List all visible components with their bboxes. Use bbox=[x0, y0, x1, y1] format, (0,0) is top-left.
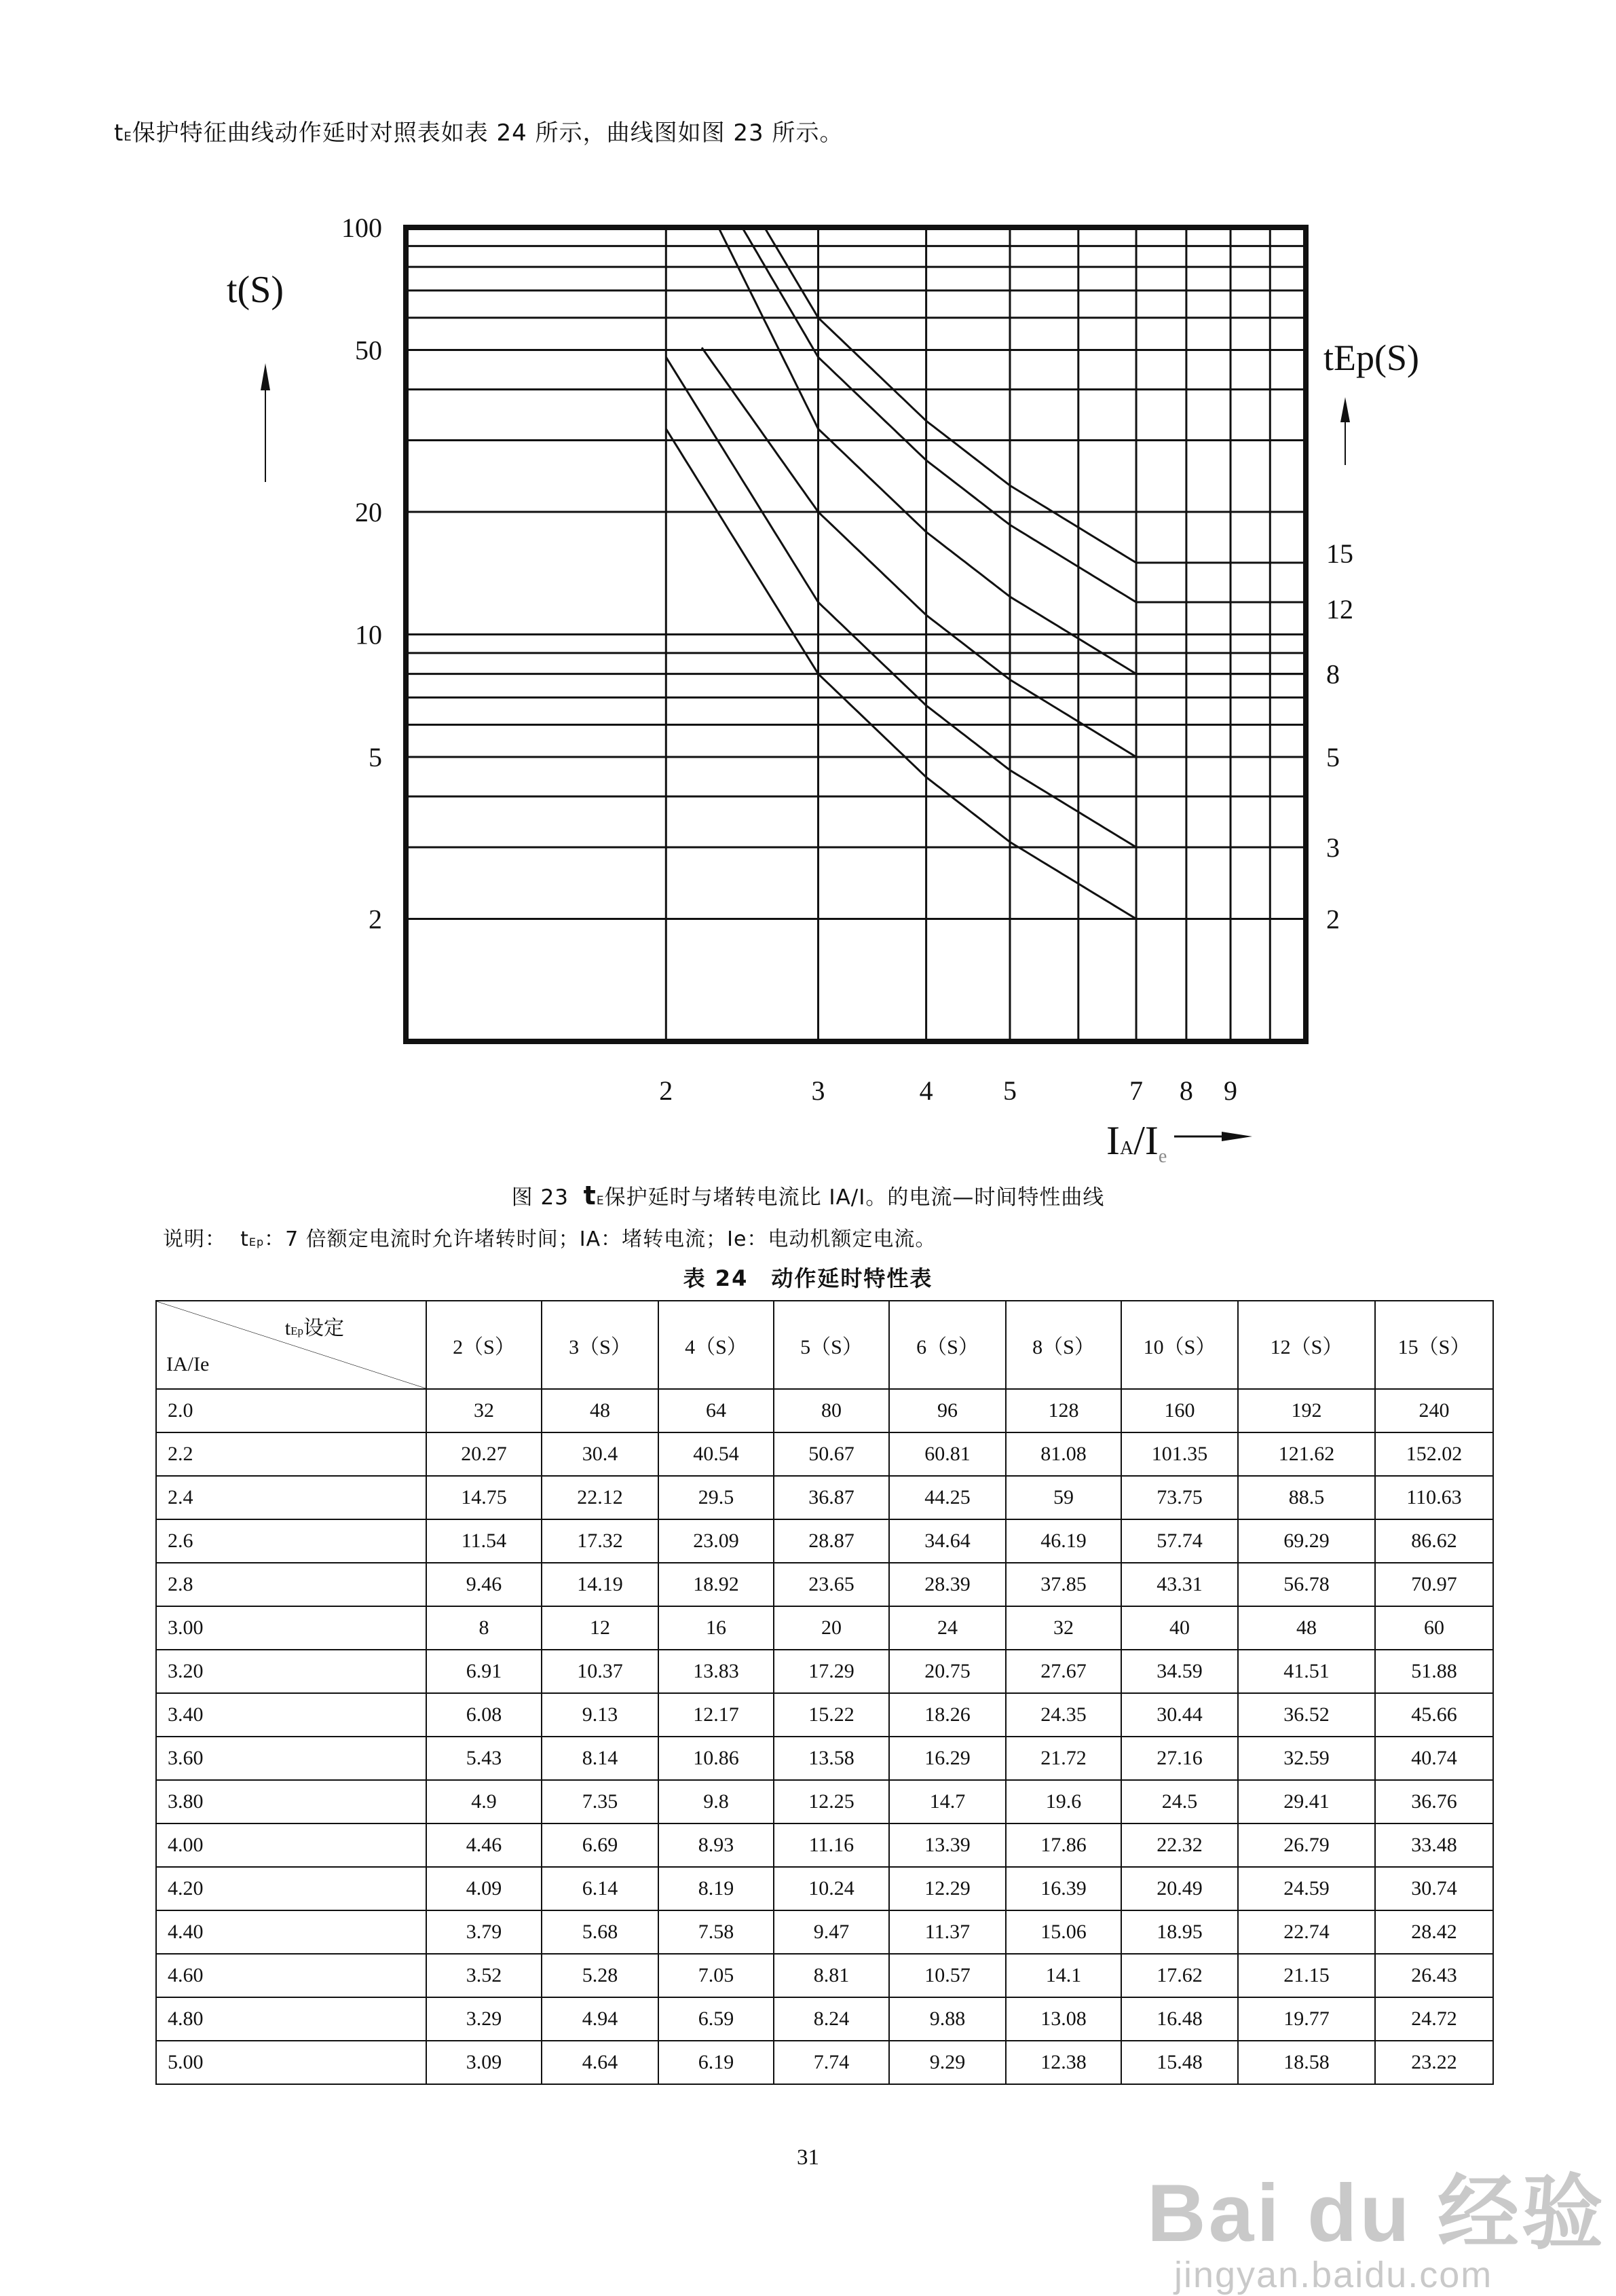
table-cell: 121.62 bbox=[1238, 1432, 1375, 1476]
chart-curves bbox=[666, 227, 1306, 919]
table-cell: 81.08 bbox=[1006, 1432, 1121, 1476]
y-tick-label: 20 bbox=[355, 497, 382, 528]
table-cell: 26.43 bbox=[1375, 1954, 1493, 1997]
figure-note: 说明： tEp：7 倍额定电流时允许堵转时间；IA：堵转电流；Ie：电动机额定电流。 bbox=[163, 1227, 937, 1251]
table-cell: 28.87 bbox=[774, 1519, 889, 1563]
table-title: 表 24 动作延时特性表 bbox=[683, 1265, 933, 1291]
right-axis-label: 5 bbox=[1326, 741, 1340, 773]
table-body bbox=[156, 1389, 1493, 2084]
table-cell: 27.67 bbox=[1006, 1650, 1121, 1693]
table-row bbox=[156, 1606, 1493, 1650]
row-label-cell: 3.40 bbox=[156, 1693, 426, 1737]
table-row bbox=[156, 1954, 1493, 1997]
table-cell: 13.58 bbox=[774, 1737, 889, 1780]
table-cell: 36.76 bbox=[1375, 1780, 1493, 1823]
table-cell: 23.22 bbox=[1375, 2041, 1493, 2084]
table-cell: 56.78 bbox=[1238, 1563, 1375, 1606]
watermark-url: jingyan.baidu.com bbox=[1174, 2255, 1493, 2295]
table-cell: 22.12 bbox=[542, 1476, 658, 1519]
table-cell: 160 bbox=[1121, 1389, 1238, 1432]
table-row bbox=[156, 1389, 1493, 1432]
table-cell: 20 bbox=[774, 1606, 889, 1650]
x-tick-label: 7 bbox=[1129, 1075, 1144, 1106]
intro-paragraph: tE保护特征曲线动作延时对照表如表 24 所示，曲线图如图 23 所示。 bbox=[114, 119, 844, 147]
x-tick-label: 2 bbox=[659, 1075, 673, 1106]
right-axis-label: 12 bbox=[1326, 594, 1353, 625]
table-cell: 15.48 bbox=[1121, 2041, 1238, 2084]
table-cell: 16.48 bbox=[1121, 1997, 1238, 2041]
table-cell: 29.41 bbox=[1238, 1780, 1375, 1823]
table-cell: 23.65 bbox=[774, 1563, 889, 1606]
table-cell: 15.06 bbox=[1006, 1910, 1121, 1954]
table-cell: 11.54 bbox=[426, 1519, 542, 1563]
delay-characteristics-table bbox=[155, 1300, 1494, 2085]
table-cell: 152.02 bbox=[1375, 1432, 1493, 1476]
y-tick-label: 50 bbox=[355, 335, 382, 366]
table-cell: 110.63 bbox=[1375, 1476, 1493, 1519]
column-header: 5（S） bbox=[774, 1301, 889, 1389]
table-cell: 64 bbox=[658, 1389, 774, 1432]
table-cell: 14.1 bbox=[1006, 1954, 1121, 1997]
table-cell: 16.29 bbox=[889, 1737, 1006, 1780]
table-cell: 6.19 bbox=[658, 2041, 774, 2084]
table-cell: 15.22 bbox=[774, 1693, 889, 1737]
column-header: 2（S） bbox=[426, 1301, 542, 1389]
table-cell: 4.64 bbox=[542, 2041, 658, 2084]
column-header: 8（S） bbox=[1006, 1301, 1121, 1389]
table-cell: 28.42 bbox=[1375, 1910, 1493, 1954]
table-cell: 19.77 bbox=[1238, 1997, 1375, 2041]
row-label-cell: 4.40 bbox=[156, 1910, 426, 1954]
watermark-logo: Bai du 经验 bbox=[1147, 2168, 1606, 2259]
table-cell: 13.39 bbox=[889, 1823, 1006, 1867]
table-cell: 20.27 bbox=[426, 1432, 542, 1476]
column-header: 3（S） bbox=[542, 1301, 658, 1389]
curve-tep-12 bbox=[743, 227, 1307, 602]
table-cell: 3.09 bbox=[426, 2041, 542, 2084]
table-cell: 69.29 bbox=[1238, 1519, 1375, 1563]
y-tick-label: 5 bbox=[369, 741, 382, 773]
table-cell: 14.7 bbox=[889, 1780, 1006, 1823]
table-cell: 24.35 bbox=[1006, 1693, 1121, 1737]
table-cell: 17.29 bbox=[774, 1650, 889, 1693]
table-cell: 9.29 bbox=[889, 2041, 1006, 2084]
table-cell: 8.24 bbox=[774, 1997, 889, 2041]
table-cell: 7.35 bbox=[542, 1780, 658, 1823]
table-header-row bbox=[156, 1301, 1493, 1389]
table-cell: 21.72 bbox=[1006, 1737, 1121, 1780]
table-cell: 36.52 bbox=[1238, 1693, 1375, 1737]
x-tick-label: 3 bbox=[811, 1075, 825, 1106]
table-cell: 14.75 bbox=[426, 1476, 542, 1519]
y-axis-title: t(S) bbox=[227, 269, 284, 311]
row-label-cell: 4.80 bbox=[156, 1997, 426, 2041]
table-cell: 12.29 bbox=[889, 1867, 1006, 1910]
table-cell: 8.81 bbox=[774, 1954, 889, 1997]
table-cell: 18.26 bbox=[889, 1693, 1006, 1737]
column-header: 12（S） bbox=[1238, 1301, 1375, 1389]
table-cell: 4.46 bbox=[426, 1823, 542, 1867]
table-cell: 240 bbox=[1375, 1389, 1493, 1432]
row-label-cell: 3.60 bbox=[156, 1737, 426, 1780]
table-cell: 44.25 bbox=[889, 1476, 1006, 1519]
table-row bbox=[156, 1519, 1493, 1563]
x-axis-arrow-head bbox=[1222, 1132, 1252, 1141]
table-cell: 26.79 bbox=[1238, 1823, 1375, 1867]
row-label-cell: 4.00 bbox=[156, 1823, 426, 1867]
table-row bbox=[156, 1432, 1493, 1476]
table-cell: 13.08 bbox=[1006, 1997, 1121, 2041]
table-cell: 9.47 bbox=[774, 1910, 889, 1954]
table-cell: 8.19 bbox=[658, 1867, 774, 1910]
corner-bottom-label: IA/Ie bbox=[166, 1353, 210, 1375]
y-tick-label: 2 bbox=[369, 904, 382, 935]
table-cell: 23.09 bbox=[658, 1519, 774, 1563]
row-label-cell: 4.60 bbox=[156, 1954, 426, 1997]
table-cell: 20.75 bbox=[889, 1650, 1006, 1693]
table-row bbox=[156, 1563, 1493, 1606]
table-cell: 57.74 bbox=[1121, 1519, 1238, 1563]
table-cell: 18.95 bbox=[1121, 1910, 1238, 1954]
x-axis-title: $IA/I_e$ bbox=[1106, 1118, 1167, 1167]
table-cell: 80 bbox=[774, 1389, 889, 1432]
right-axis-label: 8 bbox=[1326, 659, 1340, 690]
table-cell: 43.31 bbox=[1121, 1563, 1238, 1606]
table-cell: 10.86 bbox=[658, 1737, 774, 1780]
table-cell: 37.85 bbox=[1006, 1563, 1121, 1606]
table-cell: 30.74 bbox=[1375, 1867, 1493, 1910]
column-header: 4（S） bbox=[658, 1301, 774, 1389]
table-cell: 22.74 bbox=[1238, 1910, 1375, 1954]
table-cell: 34.59 bbox=[1121, 1650, 1238, 1693]
table-cell: 10.57 bbox=[889, 1954, 1006, 1997]
table-cell: 32.59 bbox=[1238, 1737, 1375, 1780]
table-cell: 13.83 bbox=[658, 1650, 774, 1693]
table-cell: 3.79 bbox=[426, 1910, 542, 1954]
table-row bbox=[156, 1780, 1493, 1823]
table-cell: 6.08 bbox=[426, 1693, 542, 1737]
table-cell: 11.16 bbox=[774, 1823, 889, 1867]
table-cell: 88.5 bbox=[1238, 1476, 1375, 1519]
table-cell: 128 bbox=[1006, 1389, 1121, 1432]
row-label-cell: 5.00 bbox=[156, 2041, 426, 2084]
table-cell: 21.15 bbox=[1238, 1954, 1375, 1997]
table-cell: 5.28 bbox=[542, 1954, 658, 1997]
table-cell: 17.62 bbox=[1121, 1954, 1238, 1997]
table-row bbox=[156, 1737, 1493, 1780]
table-cell: 8.93 bbox=[658, 1823, 774, 1867]
table-row bbox=[156, 1997, 1493, 2041]
row-label-cell: 3.80 bbox=[156, 1780, 426, 1823]
table-cell: 11.37 bbox=[889, 1910, 1006, 1954]
right-axis-title: tEp(S) bbox=[1323, 337, 1419, 378]
x-tick-label: 8 bbox=[1179, 1075, 1193, 1106]
curve-tep-8 bbox=[719, 227, 1306, 674]
y-axis-arrow-head bbox=[261, 363, 270, 390]
table-cell: 96 bbox=[889, 1389, 1006, 1432]
table-row bbox=[156, 1823, 1493, 1867]
table-cell: 9.46 bbox=[426, 1563, 542, 1606]
table-cell: 12.38 bbox=[1006, 2041, 1121, 2084]
table-cell: 27.16 bbox=[1121, 1737, 1238, 1780]
row-label-cell: 2.2 bbox=[156, 1432, 426, 1476]
table-cell: 50.67 bbox=[774, 1432, 889, 1476]
table-row bbox=[156, 1650, 1493, 1693]
table-cell: 18.58 bbox=[1238, 2041, 1375, 2084]
table-row bbox=[156, 1867, 1493, 1910]
table-cell: 32 bbox=[1006, 1606, 1121, 1650]
table-cell: 3.29 bbox=[426, 1997, 542, 2041]
row-label-cell: 3.20 bbox=[156, 1650, 426, 1693]
right-axis-label: 2 bbox=[1326, 904, 1340, 935]
table-cell: 59 bbox=[1006, 1476, 1121, 1519]
row-label-cell: 4.20 bbox=[156, 1867, 426, 1910]
table-cell: 14.19 bbox=[542, 1563, 658, 1606]
y-tick-label: 100 bbox=[341, 212, 382, 243]
table-cell: 18.92 bbox=[658, 1563, 774, 1606]
table-cell: 19.6 bbox=[1006, 1780, 1121, 1823]
table-cell: 7.58 bbox=[658, 1910, 774, 1954]
table-cell: 16 bbox=[658, 1606, 774, 1650]
table-cell: 6.14 bbox=[542, 1867, 658, 1910]
table-cell: 34.64 bbox=[889, 1519, 1006, 1563]
right-axis-label: 15 bbox=[1326, 538, 1353, 569]
table-cell: 48 bbox=[542, 1389, 658, 1432]
table-cell: 9.13 bbox=[542, 1693, 658, 1737]
table-cell: 70.97 bbox=[1375, 1563, 1493, 1606]
table-cell: 32 bbox=[426, 1389, 542, 1432]
table-cell: 29.5 bbox=[658, 1476, 774, 1519]
table-cell: 4.09 bbox=[426, 1867, 542, 1910]
table-cell: 192 bbox=[1238, 1389, 1375, 1432]
table-cell: 24 bbox=[889, 1606, 1006, 1650]
table-cell: 60.81 bbox=[889, 1432, 1006, 1476]
table-cell: 45.66 bbox=[1375, 1693, 1493, 1737]
table-cell: 48 bbox=[1238, 1606, 1375, 1650]
column-header: 15（S） bbox=[1375, 1301, 1493, 1389]
right-axis-label: 3 bbox=[1326, 832, 1340, 863]
corner-top-label: tEp设定 bbox=[284, 1317, 344, 1339]
column-header: 6（S） bbox=[889, 1301, 1006, 1389]
table-cell: 24.72 bbox=[1375, 1997, 1493, 2041]
table-corner-cell bbox=[156, 1301, 426, 1389]
table-row bbox=[156, 1910, 1493, 1954]
table-cell: 6.59 bbox=[658, 1997, 774, 2041]
row-label-cell: 2.6 bbox=[156, 1519, 426, 1563]
watermark bbox=[1147, 2168, 1606, 2296]
table-cell: 3.52 bbox=[426, 1954, 542, 1997]
table-cell: 40.54 bbox=[658, 1432, 774, 1476]
table-cell: 12.17 bbox=[658, 1693, 774, 1737]
figure-caption: 图 23 tE保护延时与堵转电流比 IA/I。的电流—时间特性曲线 bbox=[511, 1181, 1105, 1210]
row-label-cell: 2.8 bbox=[156, 1563, 426, 1606]
table-cell: 51.88 bbox=[1375, 1650, 1493, 1693]
table-cell: 20.49 bbox=[1121, 1867, 1238, 1910]
table-cell: 41.51 bbox=[1238, 1650, 1375, 1693]
table-row bbox=[156, 1693, 1493, 1737]
table-cell: 6.69 bbox=[542, 1823, 658, 1867]
table-cell: 33.48 bbox=[1375, 1823, 1493, 1867]
table-cell: 40.74 bbox=[1375, 1737, 1493, 1780]
table-row bbox=[156, 1476, 1493, 1519]
table-cell: 36.87 bbox=[774, 1476, 889, 1519]
table-cell: 24.59 bbox=[1238, 1867, 1375, 1910]
table-cell: 30.44 bbox=[1121, 1693, 1238, 1737]
x-tick-label: 5 bbox=[1002, 1075, 1017, 1106]
table-cell: 6.91 bbox=[426, 1650, 542, 1693]
table-cell: 9.8 bbox=[658, 1780, 774, 1823]
table-cell: 10.37 bbox=[542, 1650, 658, 1693]
table-cell: 5.43 bbox=[426, 1737, 542, 1780]
table-cell: 8.14 bbox=[542, 1737, 658, 1780]
y-tick-label: 10 bbox=[355, 619, 382, 650]
row-label-cell: 2.4 bbox=[156, 1476, 426, 1519]
table-cell: 8 bbox=[426, 1606, 542, 1650]
table-cell: 7.05 bbox=[658, 1954, 774, 1997]
table-cell: 73.75 bbox=[1121, 1476, 1238, 1519]
table-cell: 17.32 bbox=[542, 1519, 658, 1563]
right-axis-arrow-head bbox=[1340, 397, 1350, 422]
table-cell: 46.19 bbox=[1006, 1519, 1121, 1563]
table-cell: 7.74 bbox=[774, 2041, 889, 2084]
table-cell: 24.5 bbox=[1121, 1780, 1238, 1823]
table-cell: 9.88 bbox=[889, 1997, 1006, 2041]
table-row bbox=[156, 2041, 1493, 2084]
table-cell: 60 bbox=[1375, 1606, 1493, 1650]
x-tick-label: 9 bbox=[1224, 1075, 1238, 1106]
table-cell: 12.25 bbox=[774, 1780, 889, 1823]
row-label-cell: 2.0 bbox=[156, 1389, 426, 1432]
table-cell: 17.86 bbox=[1006, 1823, 1121, 1867]
curve-tep-5 bbox=[702, 348, 1306, 757]
x-tick-label: 4 bbox=[919, 1075, 933, 1106]
table-cell: 5.68 bbox=[542, 1910, 658, 1954]
row-label-cell: 3.00 bbox=[156, 1606, 426, 1650]
table-cell: 30.4 bbox=[542, 1432, 658, 1476]
table-cell: 86.62 bbox=[1375, 1519, 1493, 1563]
column-header: 10（S） bbox=[1121, 1301, 1238, 1389]
table-cell: 16.39 bbox=[1006, 1867, 1121, 1910]
table-cell: 12 bbox=[542, 1606, 658, 1650]
table-cell: 4.94 bbox=[542, 1997, 658, 2041]
table-cell: 28.39 bbox=[889, 1563, 1006, 1606]
table-cell: 40 bbox=[1121, 1606, 1238, 1650]
table-cell: 22.32 bbox=[1121, 1823, 1238, 1867]
table-cell: 4.9 bbox=[426, 1780, 542, 1823]
table-cell: 10.24 bbox=[774, 1867, 889, 1910]
page-number: 31 bbox=[797, 2145, 819, 2170]
table-cell: 101.35 bbox=[1121, 1432, 1238, 1476]
